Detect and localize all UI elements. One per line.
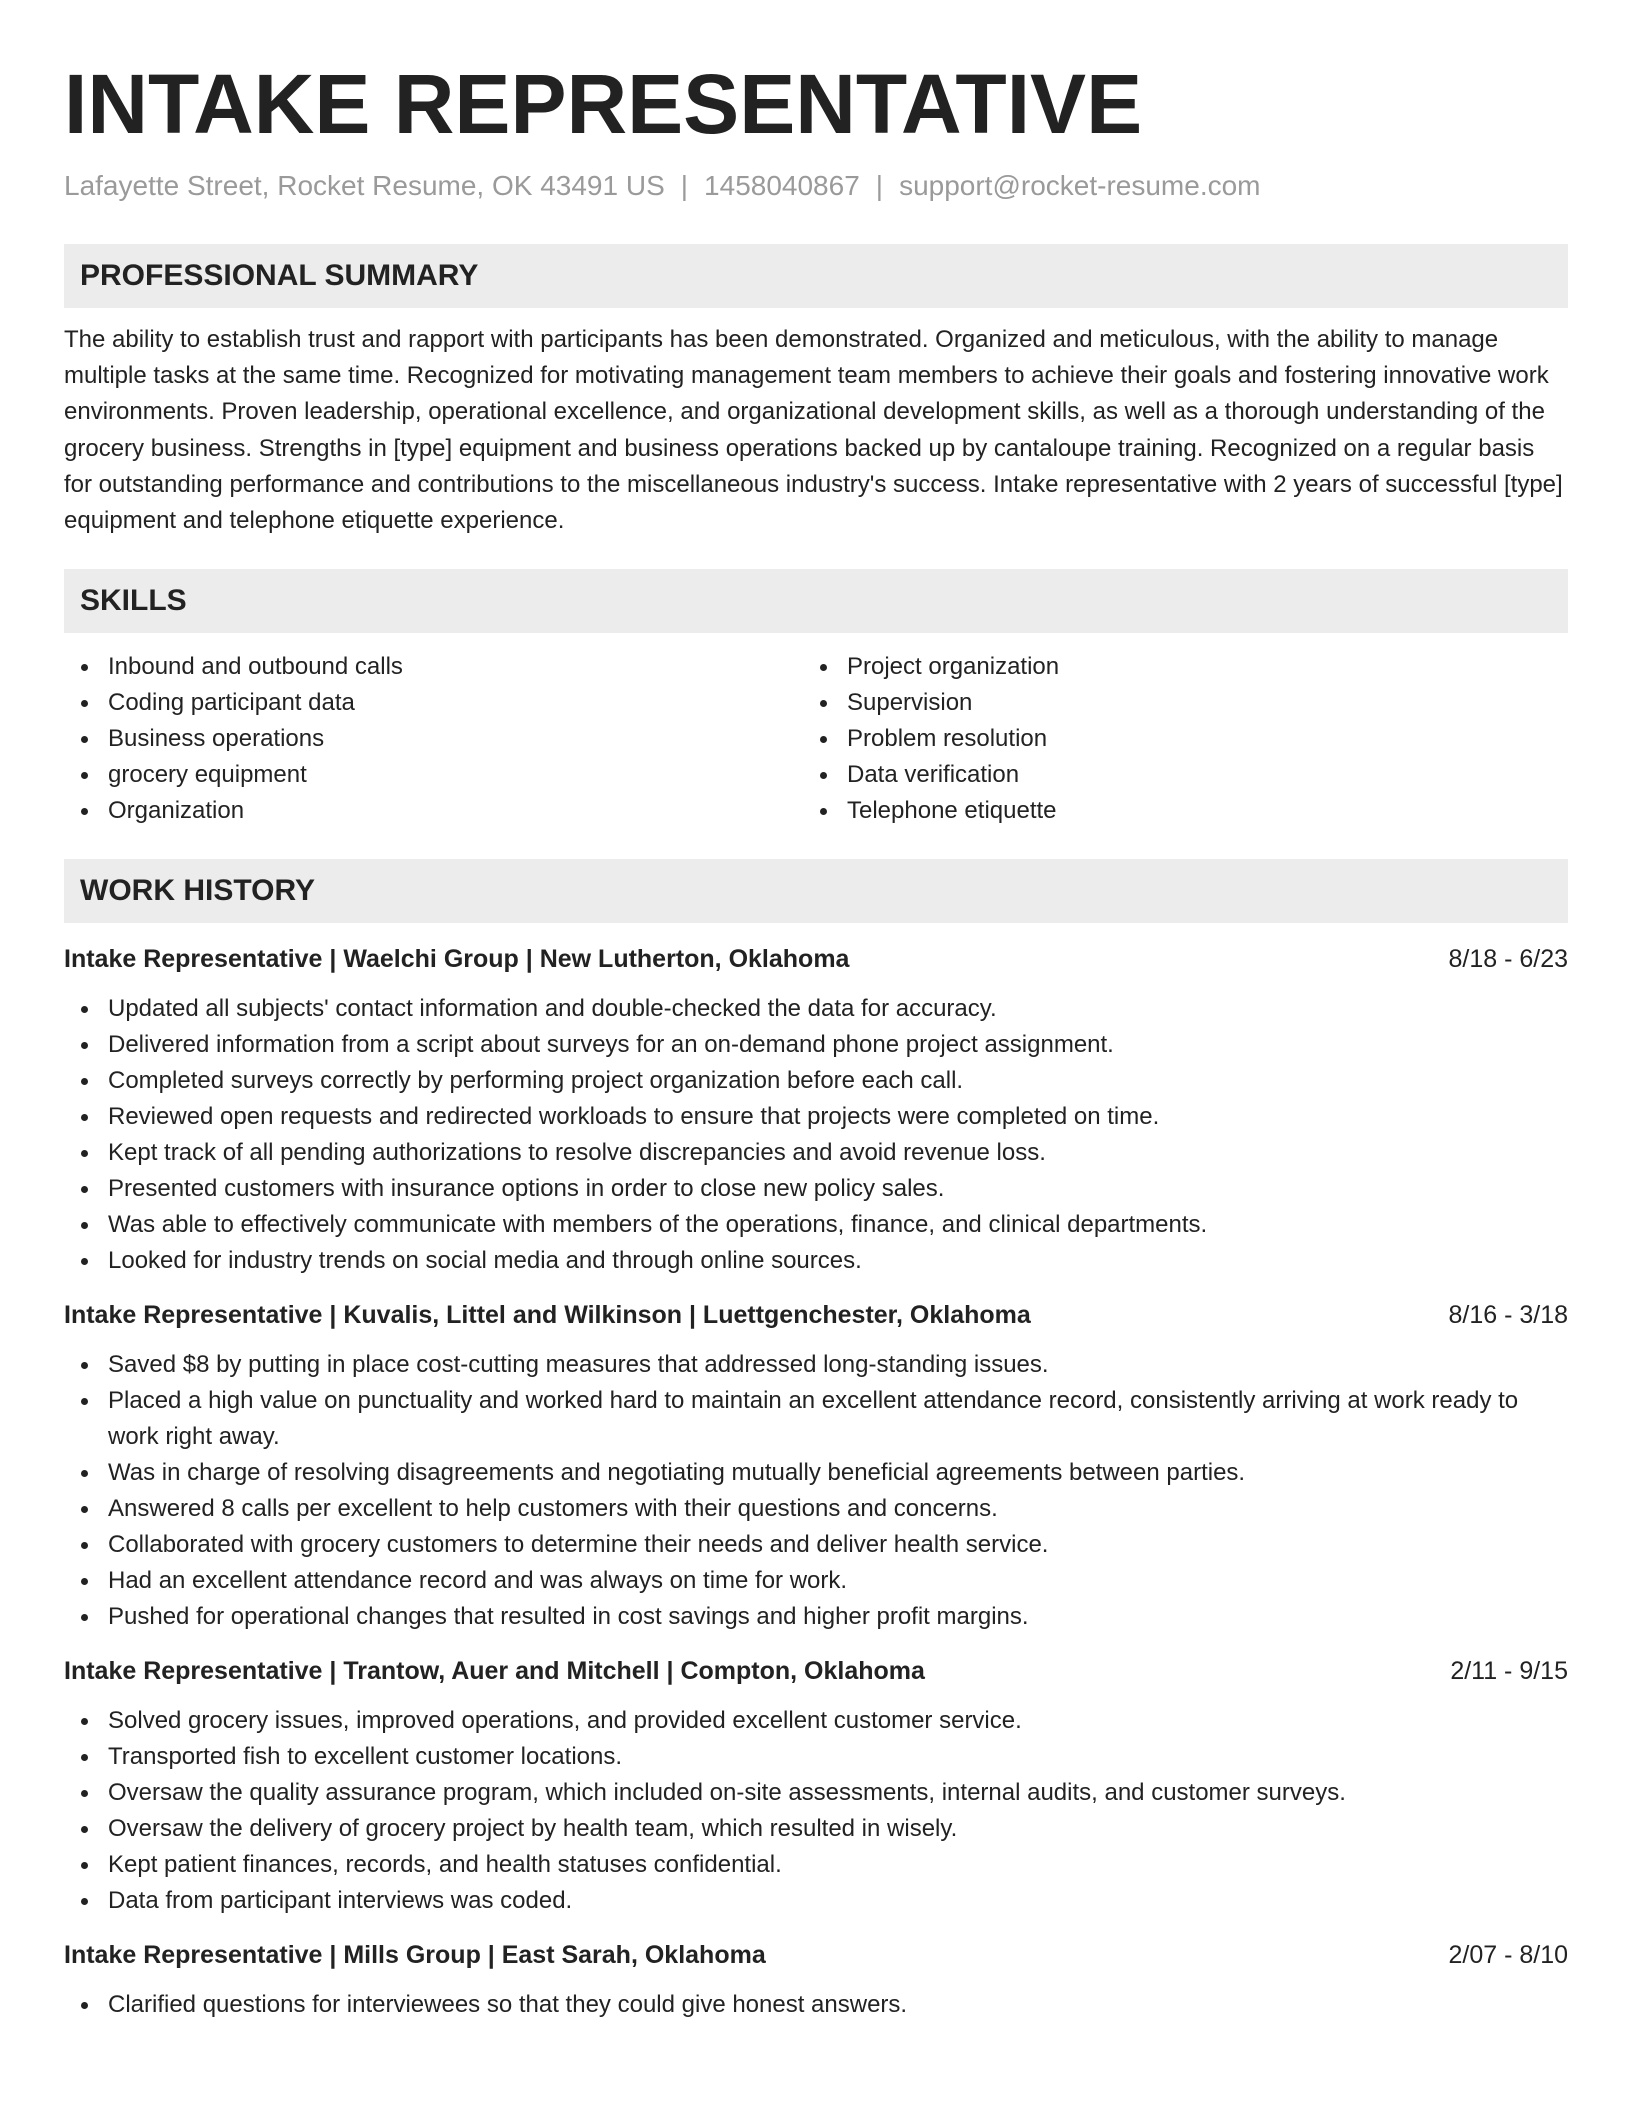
job-title: Intake Representative | Waelchi Group | New Lutherton, Oklahoma	[64, 945, 850, 974]
skill-item: Data verification	[803, 757, 1555, 793]
job-header	[64, 1653, 1568, 1689]
skill-item: Inbound and outbound calls	[64, 649, 803, 685]
job-bullet: Data from participant interviews was coded.	[64, 1883, 1568, 1919]
job-dates: 8/18 - 6/23	[1448, 945, 1568, 974]
job-bullets	[64, 1987, 1568, 2023]
job-entry	[64, 1297, 1568, 1635]
job-title: Intake Representative | Trantow, Auer and Mitchell | Compton, Oklahoma	[64, 1657, 925, 1686]
skill-item: Telephone etiquette	[803, 793, 1555, 829]
skill-item: Coding participant data	[64, 685, 803, 721]
job-bullet: Looked for industry trends on social media and through online sources.	[64, 1243, 1568, 1279]
job-bullet: Kept track of all pending authorizations to resolve discrepancies and avoid revenue loss.	[64, 1135, 1568, 1171]
job-title: Intake Representative | Mills Group | East Sarah, Oklahoma	[64, 1941, 766, 1970]
job-bullet: Clarified questions for interviewees so that they could give honest answers.	[64, 1987, 1568, 2023]
job-bullet: Collaborated with grocery customers to determine their needs and deliver health service.	[64, 1527, 1568, 1563]
skill-item: Organization	[64, 793, 803, 829]
skill-item: Supervision	[803, 685, 1555, 721]
skills-column-left	[64, 649, 803, 829]
job-header	[64, 1297, 1568, 1333]
job-dates: 2/11 - 9/15	[1450, 1657, 1568, 1686]
job-bullet: Was in charge of resolving disagreements and negotiating mutually beneficial agreements between parties.	[64, 1455, 1568, 1491]
job-bullet: Updated all subjects' contact information and double-checked the data for accuracy.	[64, 991, 1568, 1027]
job-bullet: Solved grocery issues, improved operations, and provided excellent customer service.	[64, 1703, 1568, 1739]
job-bullets	[64, 1347, 1568, 1635]
job-bullets	[64, 991, 1568, 1279]
contact-email: support@rocket-resume.com	[899, 170, 1261, 201]
job-bullet: Had an excellent attendance record and was always on time for work.	[64, 1563, 1568, 1599]
summary-text: The ability to establish trust and rapport with participants has been demonstrated. Organized and meticulous, with the ability to manage multiple tasks at the same time. Recognized for motivating management team members to achieve their goals and fostering innovative work environments. Proven leadership, operational excellence, and organizational development skills, as well as a thorough understanding of the grocery business. Strengths in [type] equipment and business operations backed up by cantaloupe training. Recognized on a regular basis for outstanding performance and contributions to the miscellaneous industry's success. Intake representative with 2 years of successful [type] equipment and telephone etiquette experience.	[64, 326, 1563, 535]
skill-item: Business operations	[64, 721, 803, 757]
candidate-name: INTAKE REPRESENTATIVE	[64, 57, 1143, 151]
job-bullet: Placed a high value on punctuality and worked hard to maintain an excellent attendance record, consistently arriving at work ready to work right away.	[64, 1383, 1568, 1455]
job-dates: 2/07 - 8/10	[1448, 1941, 1568, 1970]
section-heading-summary: PROFESSIONAL SUMMARY	[64, 244, 1568, 308]
job-bullet: Transported fish to excellent customer locations.	[64, 1739, 1568, 1775]
section-heading-work-history: WORK HISTORY	[64, 859, 1568, 923]
job-bullet: Completed surveys correctly by performing project organization before each call.	[64, 1063, 1568, 1099]
contact-phone: 1458040867	[704, 170, 860, 201]
job-bullet: Saved $8 by putting in place cost-cutting measures that addressed long-standing issues.	[64, 1347, 1568, 1383]
job-bullet: Presented customers with insurance options in order to close new policy sales.	[64, 1171, 1568, 1207]
contact-separator: |	[680, 170, 689, 201]
section-heading-skills: SKILLS	[64, 569, 1568, 633]
job-bullets	[64, 1703, 1568, 1919]
job-bullet: Oversaw the delivery of grocery project by health team, which resulted in wisely.	[64, 1811, 1568, 1847]
job-bullet: Was able to effectively communicate with members of the operations, finance, and clinical departments.	[64, 1207, 1568, 1243]
job-title: Intake Representative | Kuvalis, Littel and Wilkinson | Luettgenchester, Oklahoma	[64, 1301, 1031, 1330]
skill-item: Project organization	[803, 649, 1555, 685]
skill-item: grocery equipment	[64, 757, 803, 793]
contact-address: Lafayette Street, Rocket Resume, OK 43491 US	[64, 170, 665, 201]
job-entry	[64, 941, 1568, 1279]
job-entry	[64, 1653, 1568, 1919]
job-header	[64, 941, 1568, 977]
job-bullet: Kept patient finances, records, and health statuses confidential.	[64, 1847, 1568, 1883]
job-entry	[64, 1937, 1568, 2023]
job-bullet: Answered 8 calls per excellent to help customers with their questions and concerns.	[64, 1491, 1568, 1527]
job-bullet: Oversaw the quality assurance program, which included on-site assessments, internal audits, and customer surveys.	[64, 1775, 1568, 1811]
skill-item: Problem resolution	[803, 721, 1555, 757]
job-bullet: Pushed for operational changes that resulted in cost savings and higher profit margins.	[64, 1599, 1568, 1635]
job-bullet: Delivered information from a script about surveys for an on-demand phone project assignment.	[64, 1027, 1568, 1063]
skills-column-right	[803, 649, 1555, 829]
contact-line	[64, 166, 1568, 206]
job-header	[64, 1937, 1568, 1973]
job-bullet: Reviewed open requests and redirected workloads to ensure that projects were completed on time.	[64, 1099, 1568, 1135]
contact-separator: |	[875, 170, 884, 201]
skills-list	[64, 649, 1568, 829]
job-dates: 8/16 - 3/18	[1448, 1301, 1568, 1330]
